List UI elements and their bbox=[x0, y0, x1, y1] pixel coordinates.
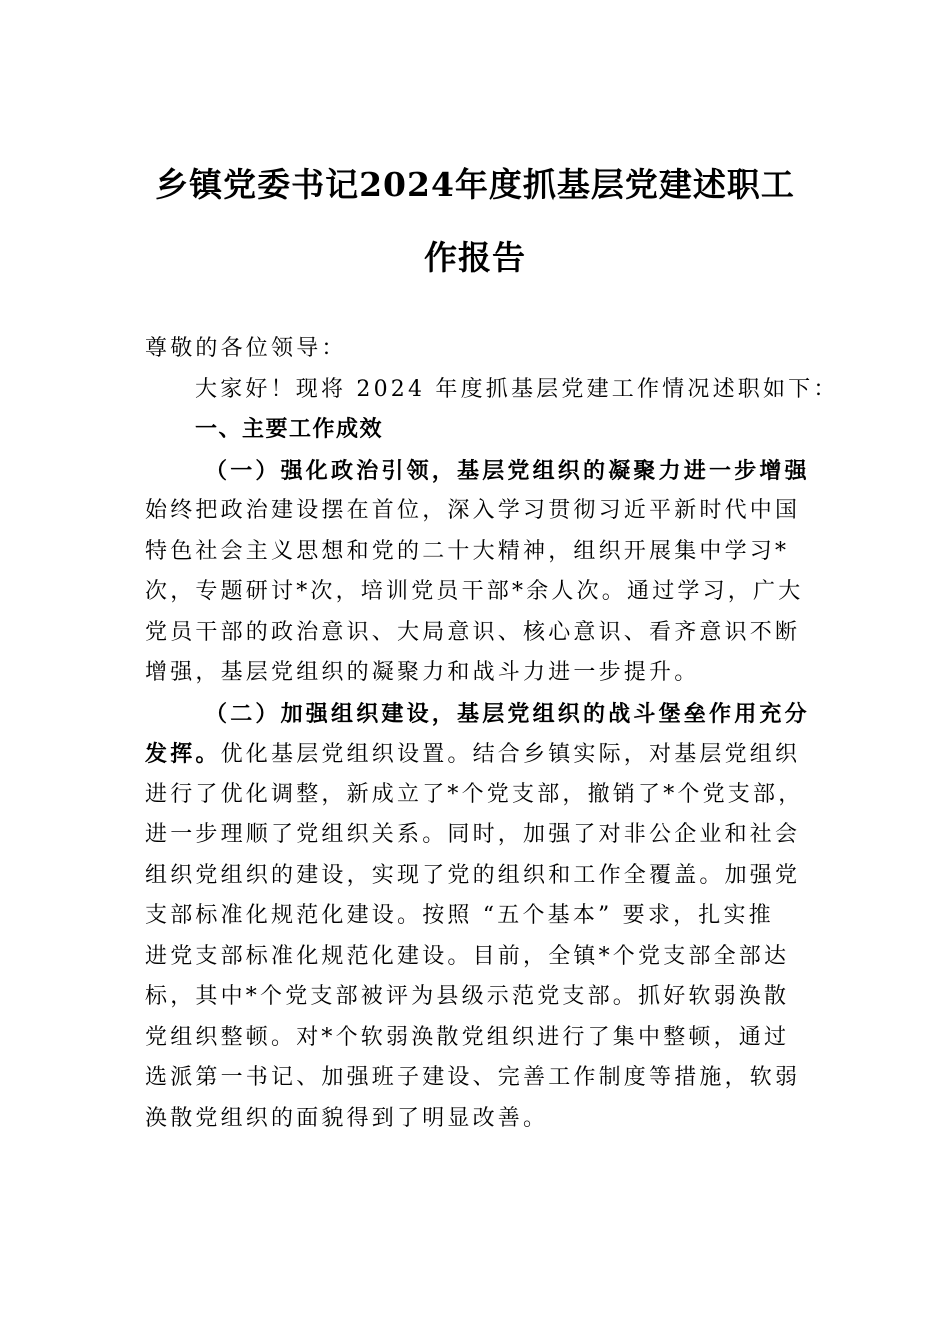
para2-line: 组织党组织的建设，实现了党的组织和工作全覆盖。加强党 bbox=[145, 862, 801, 888]
para2-first-line-rest: 优化基层党组织设置。结合乡镇实际，对基层党组织 bbox=[220, 742, 801, 767]
para2-line: 进行了优化调整，新成立了*个党支部，撤销了*个党支部， bbox=[145, 781, 804, 807]
para1-line: 特色社会主义思想和党的二十大精神，组织开展集中学习* bbox=[145, 538, 790, 564]
para2-line: 涣散党组织的面貌得到了明显改善。 bbox=[145, 1105, 549, 1131]
para2-line: 标，其中*个党支部被评为县级示范党支部。抓好软弱涣散 bbox=[145, 984, 790, 1009]
section-heading: 一、主要工作成效 bbox=[195, 417, 384, 442]
para2-lead-end: 发挥。 bbox=[145, 741, 221, 767]
title-line-2: 作报告 bbox=[424, 238, 526, 277]
para2-line: 进党支部标准化规范化建设。目前，全镇*个党支部全部达 bbox=[145, 943, 790, 969]
para1-line: 次，专题研讨*次，培训党员干部*余人次。通过学习，广大 bbox=[145, 579, 804, 604]
salutation: 尊敬的各位领导： bbox=[145, 336, 347, 361]
intro-paragraph: 大家好！现将 2024 年度抓基层党建工作情况述职如下： bbox=[195, 376, 839, 402]
para2-first-line bbox=[145, 734, 810, 775]
document-body bbox=[145, 329, 839, 1139]
para1-line: 党员干部的政治意识、大局意识、核心意识、看齐意识不断 bbox=[145, 619, 801, 645]
title-line-1: 乡镇党委书记2024年度抓基层党建述职工 bbox=[155, 165, 795, 204]
para2-line: 进一步理顺了党组织关系。同时，加强了对非公企业和社会 bbox=[145, 822, 801, 847]
para2-line: 选派第一书记、加强班子建设、完善工作制度等措施，软弱 bbox=[145, 1065, 801, 1090]
para2-line: 支部标准化规范化建设。按照 “五个基本” 要求，扎实推 bbox=[145, 903, 774, 928]
document-title bbox=[145, 148, 805, 294]
para2-line: 党组织整顿。对*个软弱涣散党组织进行了集中整顿，通过 bbox=[145, 1024, 790, 1050]
para1-lead: （一）强化政治引领，基层党组织的凝聚力进一步增强 bbox=[205, 457, 810, 484]
para2-lead: （二）加强组织建设，基层党组织的战斗堡垒作用充分 bbox=[205, 700, 810, 727]
para1-line: 始终把政治建设摆在首位，深入学习贯彻习近平新时代中国 bbox=[145, 498, 801, 523]
para1-line: 增强，基层党组织的凝聚力和战斗力进一步提升。 bbox=[145, 660, 700, 685]
